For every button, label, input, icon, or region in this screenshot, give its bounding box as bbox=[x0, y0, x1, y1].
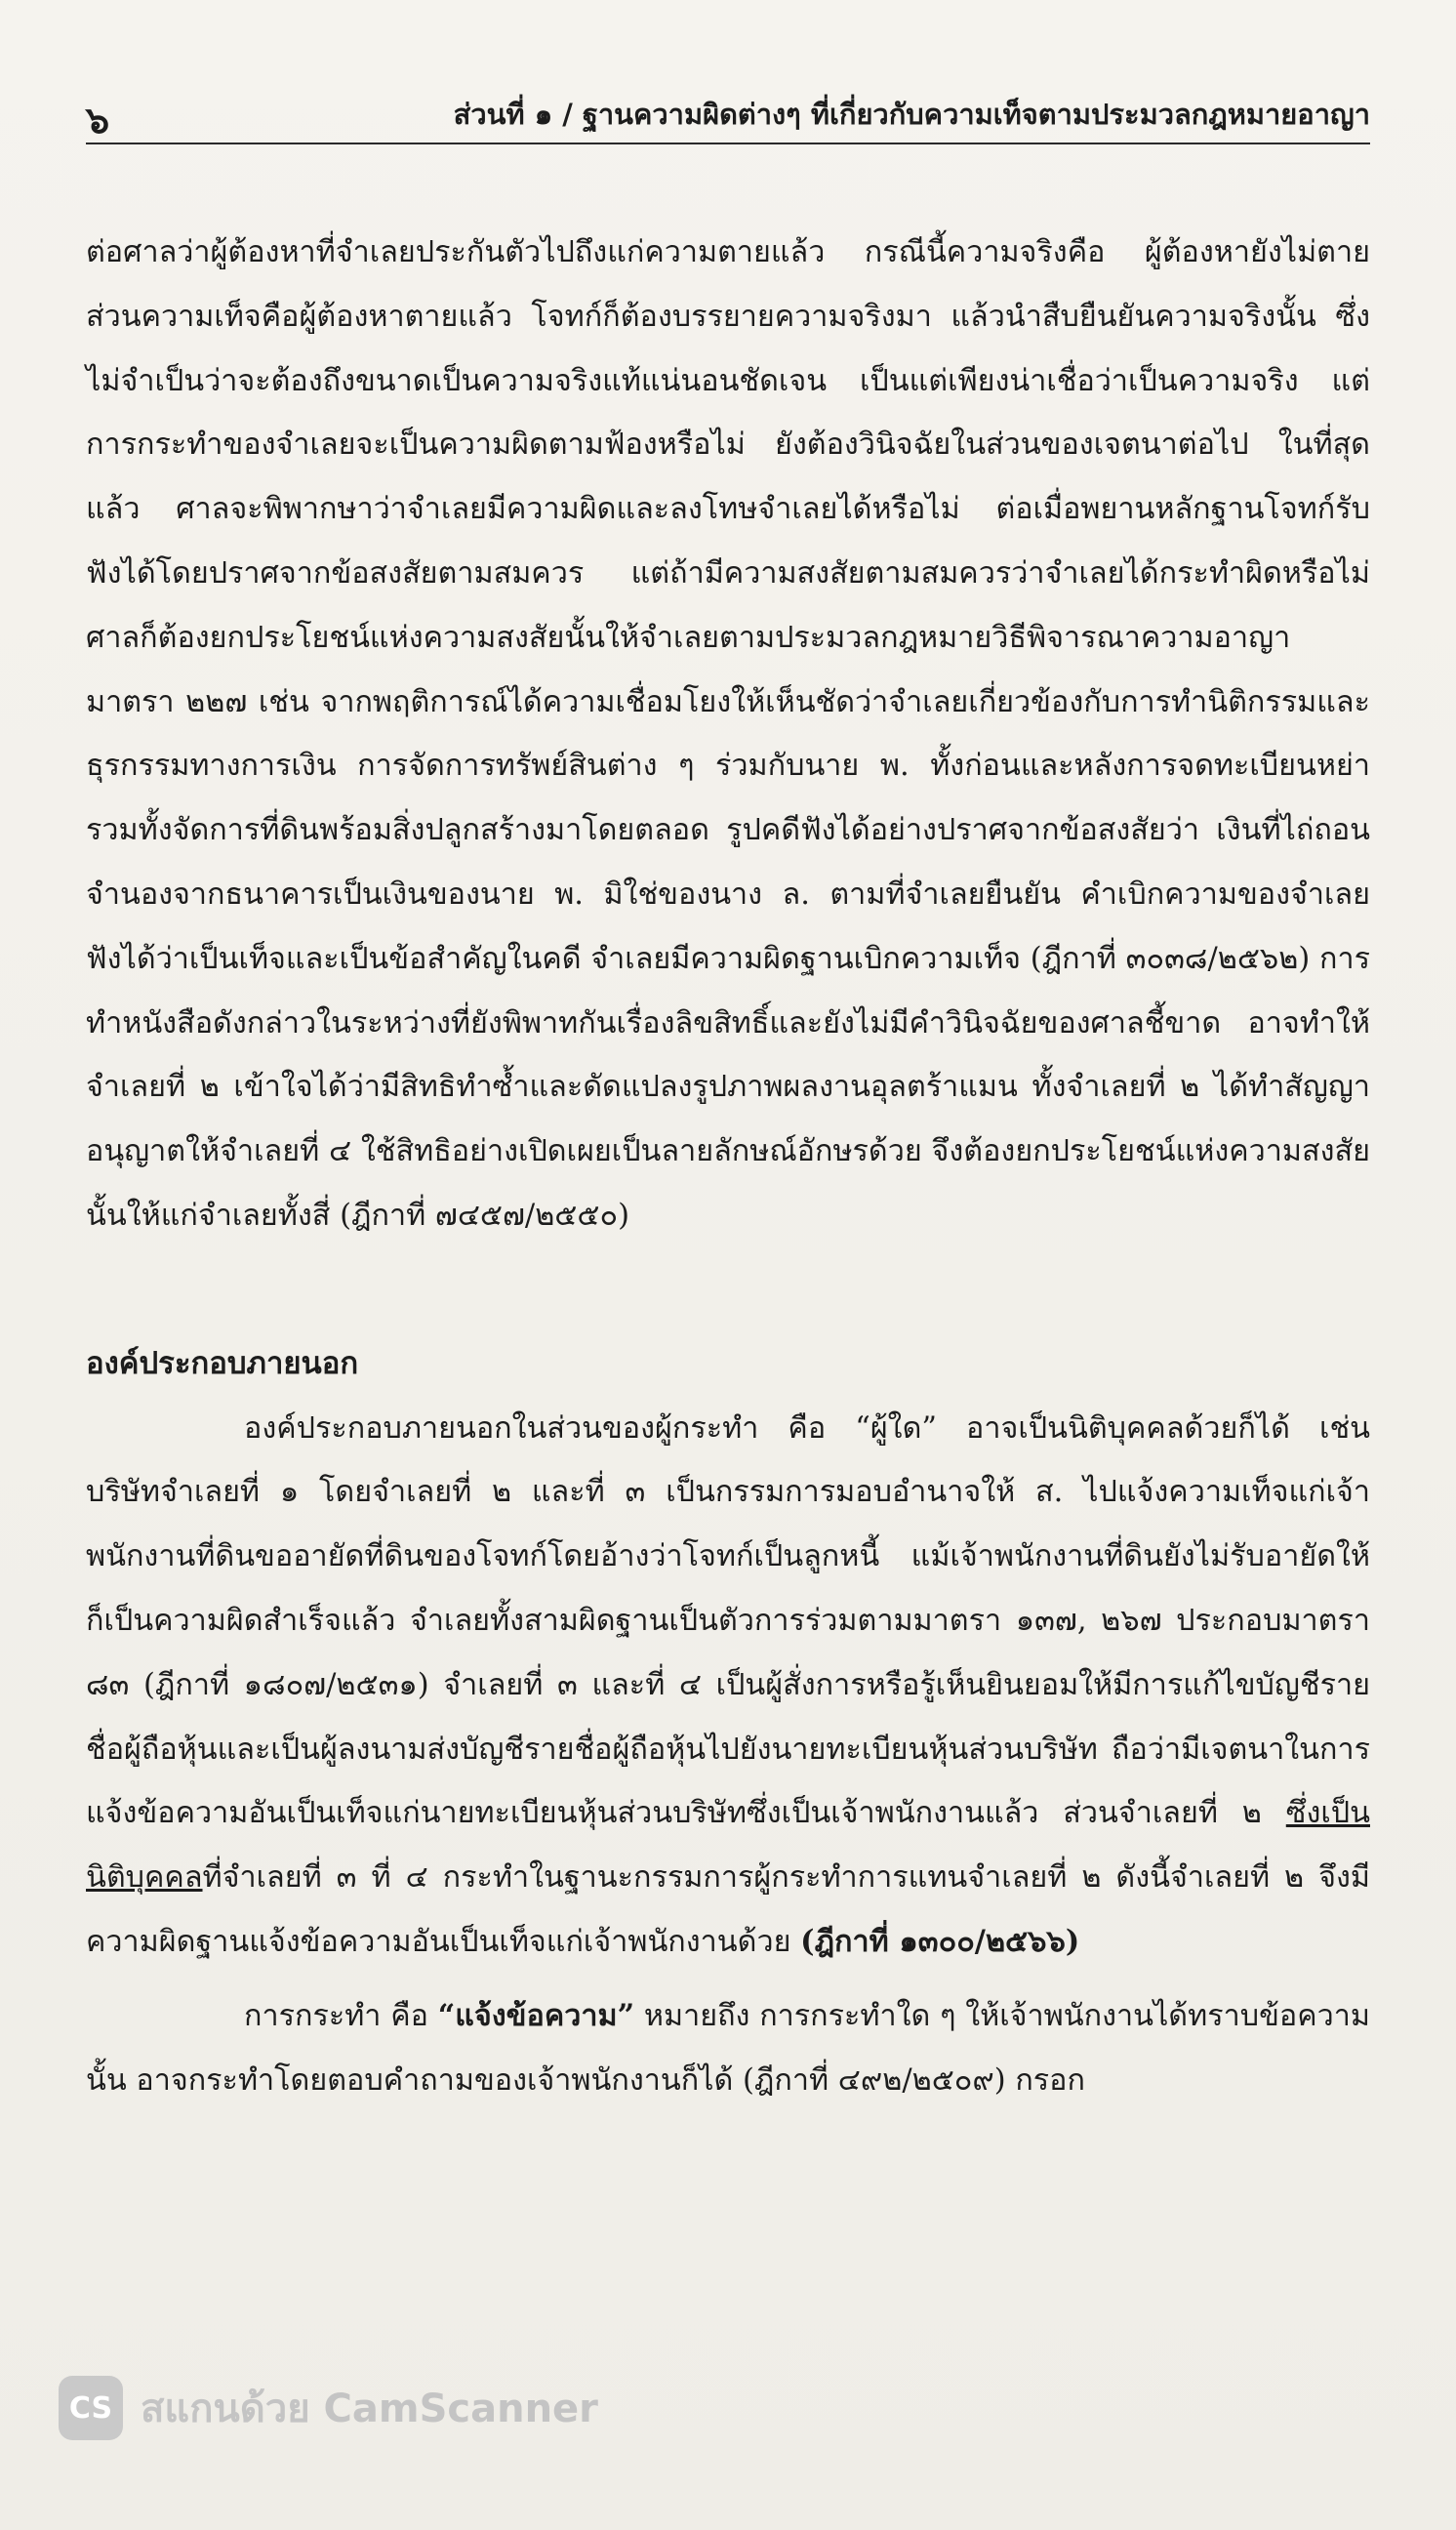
defined-term: “แจ้งข้อความ” bbox=[437, 1997, 635, 2033]
paragraph-text: หมายถึง การกระทำใด ๆ ให้เจ้าพนักงานได้ทราบข้อความนั้น อาจกระทำโดยตอบคำถามของเจ้าพนักงานก็ได้ (ฎีกาที่ ๔๙๒/๒๕๐๙) กรอก bbox=[86, 1998, 1370, 2098]
running-title: ส่วนที่ ๑ / ฐานความผิดต่างๆ ที่เกี่ยวกับความเท็จตามประมวลกฎหมายอาญา bbox=[453, 98, 1370, 131]
page-header bbox=[86, 90, 1370, 144]
paragraph-act-definition bbox=[86, 1984, 1370, 2113]
paragraph-text: องค์ประกอบภายนอกในส่วนของผู้กระทำ คือ “ผู้ใด” อาจเป็นนิติบุคคลด้วยก็ได้ เช่น บริษัทจำเลยที่ ๑ โดยจำเลยที่ ๒ และที่ ๓ เป็นกรรมการมอบอำนาจให้ ส. ไปแจ้งความเท็จแก่เจ้าพนักงานที่ดินขออายัดที่ดินของโจทก์โดยอ้างว่าโจทก์เป็นลูกหนี้ แม้เจ้าพนักงานที่ดินยังไม่รับอายัดให้ ก็เป็นความผิดสำเร็จแล้ว จำเลยทั้งสามผิดฐานเป็นตัวการร่วมตามมาตรา ๑๓๗, ๒๖๗ ประกอบมาตรา ๘๓ (ฎีกาที่ ๑๘๐๗/๒๕๓๑) จำเลยที่ ๓ และที่ ๔ เป็นผู้สั่งการหรือรู้เห็นยินยอมให้มีการแก้ไขบัญชีรายชื่อผู้ถือหุ้นและเป็นผู้ลงนามส่งบัญชีรายชื่อผู้ถือหุ้นไปยังนายทะเบียนหุ้นส่วนบริษัท ถือว่ามีเจตนาในการแจ้งข้อความอันเป็นเท็จแก่นายทะเบียนหุ้นส่วนบริษัทซึ่งเป็นเจ้าพนักงานแล้ว ส่วนจำเลยที่ ๒ bbox=[86, 1410, 1370, 1831]
camscanner-text: สแกนด้วย CamScanner bbox=[141, 2387, 598, 2431]
page-content bbox=[86, 221, 1370, 2112]
scanner-watermark bbox=[59, 2374, 598, 2442]
case-citation: (ฎีกาที่ ๑๓๐๐/๒๕๖๖) bbox=[800, 1923, 1080, 1959]
page-number: ๖ bbox=[86, 98, 110, 142]
paragraph-external-elements bbox=[86, 1397, 1370, 1975]
camscanner-logo: CS bbox=[59, 2376, 123, 2440]
paragraph-case-examples: ต่อศาลว่าผู้ต้องหาที่จำเลยประกันตัวไปถึงแก่ความตายแล้ว กรณีนี้ความจริงคือ ผู้ต้องหายังไม่ตาย ส่วนความเท็จคือผู้ต้องหาตายแล้ว โจทก์ก็ต้องบรรยายความจริงมา แล้วนำสืบยืนยันความจริงนั้น ซึ่งไม่จำเป็นว่าจะต้องถึงขนาดเป็นความจริงแท้แน่นอนชัดเจน เป็นแต่เพียงน่าเชื่อว่าเป็นความจริง แต่การกระทำของจำเลยจะเป็นความผิดตามฟ้องหรือไม่ ยังต้องวินิจฉัยในส่วนของเจตนาต่อไป ในที่สุดแล้ว ศาลจะพิพากษาว่าจำเลยมีความผิดและลงโทษจำเลยได้หรือไม่ ต่อเมื่อพยานหลักฐานโจทก์รับฟังได้โดยปราศจากข้อสงสัยตามสมควร แต่ถ้ามีความสงสัยตามสมควรว่าจำเลยได้กระทำผิดหรือไม่ ศาลก็ต้องยกประโยชน์แห่งความสงสัยนั้นให้จำเลยตามประมวลกฎหมายวิธีพิจารณาความอาญา มาตรา ๒๒๗ เช่น จากพฤติการณ์ได้ความเชื่อมโยงให้เห็นชัดว่าจำเลยเกี่ยวข้องกับการทำนิติกรรมและธุรกรรมทางการเงิน การจัดการทรัพย์สินต่าง ๆ ร่วมกับนาย พ. ทั้งก่อนและหลังการจดทะเบียนหย่า รวมทั้งจัดการที่ดินพร้อมสิ่งปลูกสร้างมาโดยตลอด รูปคดีฟังได้อย่างปราศจากข้อสงสัยว่า เงินที่ไถ่ถอนจำนองจากธนาคารเป็นเงินของนาย พ. มิใช่ของนาง ล. ตามที่จำเลยยืนยัน คำเบิกความของจำเลยฟังได้ว่าเป็นเท็จและเป็นข้อสำคัญในคดี จำเลยมีความผิดฐานเบิกความเท็จ (ฎีกาที่ ๓๐๓๘/๒๕๖๒) การทำหนังสือดังกล่าวในระหว่างที่ยังพิพาทกันเรื่องลิขสิทธิ์และยังไม่มีคำวินิจฉัยของศาลชี้ขาด อาจทำให้จำเลยที่ ๒ เข้าใจได้ว่ามีสิทธิทำซ้ำและดัดแปลงรูปภาพผลงานอุลตร้าแมน ทั้งจำเลยที่ ๒ ได้ทำสัญญาอนุญาตให้จำเลยที่ ๔ ใช้สิทธิอย่างเปิดเผยเป็นลายลักษณ์อักษรด้วย จึงต้องยกประโยชน์แห่งความสงสัยนั้นให้แก่จำเลยทั้งสี่ (ฎีกาที่ ๗๔๕๗/๒๕๕๐) bbox=[86, 235, 1370, 1233]
paragraph-text: ที่จำเลยที่ ๓ ที่ ๔ กระทำในฐานะกรรมการผู้กระทำการแทนจำเลยที่ ๒ ดังนี้จำเลยที่ ๒ จึงมีความผิดฐานแจ้งข้อความอันเป็นเท็จแก่เจ้าพนักงานด้วย bbox=[86, 1860, 1370, 1959]
underlined-phrase: ซึ่งเป็นนิติบุคคล bbox=[86, 1796, 1370, 1896]
paragraph-text: การกระทำ คือ bbox=[244, 1998, 438, 2033]
section-heading: องค์ประกอบภายนอก bbox=[86, 1345, 359, 1381]
